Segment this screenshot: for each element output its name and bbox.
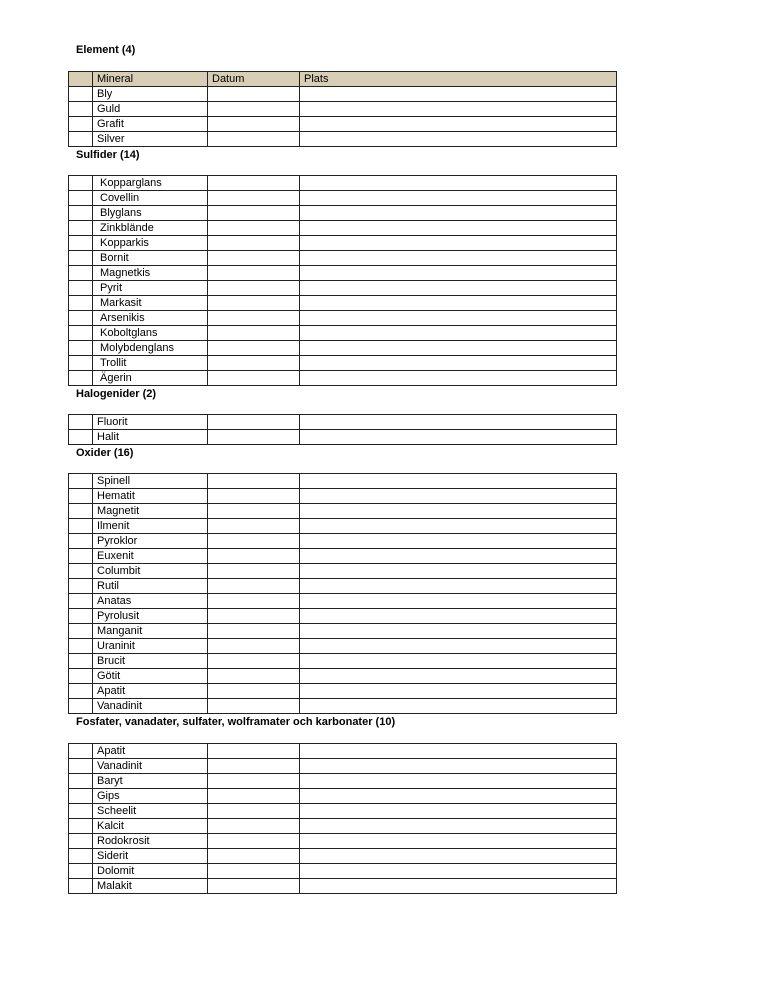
- plats-cell[interactable]: [300, 849, 617, 864]
- mineral-cell: Brucit: [93, 654, 208, 669]
- check-cell[interactable]: [69, 564, 93, 579]
- header-mineral: Mineral: [93, 72, 208, 87]
- mineral-cell: Spinell: [93, 474, 208, 489]
- check-cell[interactable]: [69, 206, 93, 221]
- plats-cell[interactable]: [300, 236, 617, 251]
- datum-cell[interactable]: [208, 684, 300, 699]
- table-row: [69, 879, 617, 894]
- plats-cell[interactable]: [300, 430, 617, 445]
- datum-cell[interactable]: [208, 206, 300, 221]
- table-row: [69, 311, 617, 326]
- section-title-element: Element (4): [76, 44, 136, 56]
- plats-cell[interactable]: [300, 311, 617, 326]
- plats-cell[interactable]: [300, 534, 617, 549]
- table-row: [69, 489, 617, 504]
- plats-cell[interactable]: [300, 117, 617, 132]
- check-cell[interactable]: [69, 341, 93, 356]
- check-cell[interactable]: [69, 744, 93, 759]
- plats-cell[interactable]: [300, 759, 617, 774]
- check-cell[interactable]: [69, 489, 93, 504]
- check-cell[interactable]: [69, 849, 93, 864]
- plats-cell[interactable]: [300, 744, 617, 759]
- plats-cell[interactable]: [300, 206, 617, 221]
- plats-cell[interactable]: [300, 356, 617, 371]
- section-title-halogenider: Halogenider (2): [76, 388, 157, 400]
- plats-cell[interactable]: [300, 371, 617, 386]
- datum-cell[interactable]: [208, 117, 300, 132]
- table-row: [69, 549, 617, 564]
- table-row: [69, 102, 617, 117]
- table-row: [69, 849, 617, 864]
- plats-cell[interactable]: [300, 102, 617, 117]
- datum-cell[interactable]: [208, 519, 300, 534]
- table-row: [69, 789, 617, 804]
- datum-cell[interactable]: [208, 564, 300, 579]
- table-row: [69, 819, 617, 834]
- datum-cell[interactable]: [208, 221, 300, 236]
- plats-cell[interactable]: [300, 266, 617, 281]
- section-title-oxider: Oxider (16): [76, 447, 134, 459]
- check-cell[interactable]: [69, 774, 93, 789]
- datum-cell[interactable]: [208, 132, 300, 147]
- mineral-table-halogenider: [68, 414, 617, 445]
- check-cell[interactable]: [69, 549, 93, 564]
- table-row: [69, 415, 617, 430]
- mineral-cell: Grafit: [93, 117, 208, 132]
- mineral-cell: Silver: [93, 132, 208, 147]
- plats-cell[interactable]: [300, 609, 617, 624]
- check-cell[interactable]: [69, 864, 93, 879]
- check-cell[interactable]: [69, 176, 93, 191]
- table-row: [69, 564, 617, 579]
- plats-cell[interactable]: [300, 654, 617, 669]
- table-row: [69, 579, 617, 594]
- check-cell[interactable]: [69, 311, 93, 326]
- plats-cell[interactable]: [300, 221, 617, 236]
- check-cell[interactable]: [69, 834, 93, 849]
- header-datum: Datum: [208, 72, 300, 87]
- plats-cell[interactable]: [300, 789, 617, 804]
- header-blank-cell: [69, 72, 93, 87]
- datum-cell[interactable]: [208, 326, 300, 341]
- plats-cell[interactable]: [300, 281, 617, 296]
- mineral-cell: Fluorit: [93, 415, 208, 430]
- check-cell[interactable]: [69, 759, 93, 774]
- datum-cell[interactable]: [208, 804, 300, 819]
- mineral-cell: Vanadinit: [93, 759, 208, 774]
- datum-cell[interactable]: [208, 102, 300, 117]
- check-cell[interactable]: [69, 504, 93, 519]
- mineral-cell: Magnetkis: [93, 266, 208, 281]
- table-row: [69, 191, 617, 206]
- mineral-cell: Scheelit: [93, 804, 208, 819]
- datum-cell[interactable]: [208, 504, 300, 519]
- datum-cell[interactable]: [208, 489, 300, 504]
- table-row: [69, 87, 617, 102]
- datum-cell[interactable]: [208, 594, 300, 609]
- table-row: [69, 594, 617, 609]
- mineral-table-element: [68, 71, 617, 147]
- mineral-cell: Guld: [93, 102, 208, 117]
- check-cell[interactable]: [69, 266, 93, 281]
- plats-cell[interactable]: [300, 699, 617, 714]
- check-cell[interactable]: [69, 609, 93, 624]
- plats-cell[interactable]: [300, 819, 617, 834]
- table-row: [69, 296, 617, 311]
- plats-cell[interactable]: [300, 489, 617, 504]
- plats-cell[interactable]: [300, 87, 617, 102]
- datum-cell[interactable]: [208, 834, 300, 849]
- table-row: [69, 804, 617, 819]
- table-row: [69, 266, 617, 281]
- table-row: [69, 744, 617, 759]
- section-title-sulfider: Sulfider (14): [76, 149, 140, 161]
- datum-cell[interactable]: [208, 639, 300, 654]
- plats-cell[interactable]: [300, 251, 617, 266]
- mineral-cell: Magnetit: [93, 504, 208, 519]
- table-row: [69, 281, 617, 296]
- check-cell[interactable]: [69, 804, 93, 819]
- mineral-cell: Apatit: [93, 684, 208, 699]
- check-cell[interactable]: [69, 296, 93, 311]
- check-cell[interactable]: [69, 191, 93, 206]
- check-cell[interactable]: [69, 684, 93, 699]
- datum-cell[interactable]: [208, 296, 300, 311]
- datum-cell[interactable]: [208, 579, 300, 594]
- datum-cell[interactable]: [208, 609, 300, 624]
- table-row: [69, 864, 617, 879]
- check-cell[interactable]: [69, 699, 93, 714]
- mineral-cell: Koboltglans: [93, 326, 208, 341]
- table-row: [69, 356, 617, 371]
- plats-cell[interactable]: [300, 624, 617, 639]
- section-title-fosfater: Fosfater, vanadater, sulfater, wolframater och karbonater (10): [76, 716, 396, 728]
- mineral-cell: Manganit: [93, 624, 208, 639]
- mineral-cell: Molybdenglans: [93, 341, 208, 356]
- check-cell[interactable]: [69, 117, 93, 132]
- mineral-table-sulfider: [68, 175, 617, 386]
- check-cell[interactable]: [69, 579, 93, 594]
- datum-cell[interactable]: [208, 341, 300, 356]
- table-row: [69, 654, 617, 669]
- table-row: [69, 236, 617, 251]
- mineral-cell: Götit: [93, 669, 208, 684]
- datum-cell[interactable]: [208, 311, 300, 326]
- plats-cell[interactable]: [300, 879, 617, 894]
- plats-cell[interactable]: [300, 579, 617, 594]
- check-cell[interactable]: [69, 326, 93, 341]
- mineral-cell: Trollit: [93, 356, 208, 371]
- table-row: [69, 341, 617, 356]
- datum-cell[interactable]: [208, 759, 300, 774]
- table-row: [69, 669, 617, 684]
- mineral-table-fosfater: [68, 743, 617, 894]
- plats-cell[interactable]: [300, 549, 617, 564]
- check-cell[interactable]: [69, 236, 93, 251]
- mineral-cell: Hematit: [93, 489, 208, 504]
- mineral-table-oxider: [68, 473, 617, 714]
- check-cell[interactable]: [69, 669, 93, 684]
- datum-cell[interactable]: [208, 430, 300, 445]
- plats-cell[interactable]: [300, 774, 617, 789]
- mineral-cell: Zinkblände: [93, 221, 208, 236]
- plats-cell[interactable]: [300, 191, 617, 206]
- check-cell[interactable]: [69, 654, 93, 669]
- datum-cell[interactable]: [208, 654, 300, 669]
- table-row: [69, 504, 617, 519]
- mineral-cell: Siderit: [93, 849, 208, 864]
- table-row: [69, 474, 617, 489]
- table-row: [69, 774, 617, 789]
- mineral-cell: Blyglans: [93, 206, 208, 221]
- plats-cell[interactable]: [300, 176, 617, 191]
- table-row: [69, 117, 617, 132]
- mineral-cell: Bornit: [93, 251, 208, 266]
- datum-cell[interactable]: [208, 864, 300, 879]
- check-cell[interactable]: [69, 371, 93, 386]
- mineral-cell: Kopparglans: [93, 176, 208, 191]
- check-cell[interactable]: [69, 415, 93, 430]
- plats-cell[interactable]: [300, 326, 617, 341]
- plats-cell[interactable]: [300, 834, 617, 849]
- plats-cell[interactable]: [300, 564, 617, 579]
- mineral-cell: Kopparkis: [93, 236, 208, 251]
- table-row: [69, 699, 617, 714]
- mineral-cell: Baryt: [93, 774, 208, 789]
- table-row: [69, 176, 617, 191]
- plats-cell[interactable]: [300, 504, 617, 519]
- check-cell[interactable]: [69, 251, 93, 266]
- mineral-cell: Pyrolusit: [93, 609, 208, 624]
- datum-cell[interactable]: [208, 879, 300, 894]
- plats-cell[interactable]: [300, 864, 617, 879]
- check-cell[interactable]: [69, 132, 93, 147]
- datum-cell[interactable]: [208, 474, 300, 489]
- plats-cell[interactable]: [300, 639, 617, 654]
- datum-cell[interactable]: [208, 699, 300, 714]
- table-row: [69, 132, 617, 147]
- check-cell[interactable]: [69, 879, 93, 894]
- plats-cell[interactable]: [300, 296, 617, 311]
- mineral-cell: Halit: [93, 430, 208, 445]
- mineral-cell: Ilmenit: [93, 519, 208, 534]
- plats-cell[interactable]: [300, 474, 617, 489]
- datum-cell[interactable]: [208, 87, 300, 102]
- table-row: [69, 624, 617, 639]
- check-cell[interactable]: [69, 639, 93, 654]
- table-header-row: [69, 72, 617, 87]
- datum-cell[interactable]: [208, 744, 300, 759]
- plats-cell[interactable]: [300, 669, 617, 684]
- check-cell[interactable]: [69, 430, 93, 445]
- plats-cell[interactable]: [300, 804, 617, 819]
- datum-cell[interactable]: [208, 624, 300, 639]
- table-row: [69, 684, 617, 699]
- table-row: [69, 759, 617, 774]
- plats-cell[interactable]: [300, 132, 617, 147]
- mineral-cell: Bly: [93, 87, 208, 102]
- plats-cell[interactable]: [300, 341, 617, 356]
- check-cell[interactable]: [69, 534, 93, 549]
- mineral-cell: Anatas: [93, 594, 208, 609]
- datum-cell[interactable]: [208, 191, 300, 206]
- mineral-cell: Columbit: [93, 564, 208, 579]
- check-cell[interactable]: [69, 102, 93, 117]
- table-row: [69, 371, 617, 386]
- table-row: [69, 430, 617, 445]
- datum-cell[interactable]: [208, 819, 300, 834]
- mineral-cell: Malakit: [93, 879, 208, 894]
- mineral-cell: Ägerin: [93, 371, 208, 386]
- mineral-cell: Apatit: [93, 744, 208, 759]
- datum-cell[interactable]: [208, 669, 300, 684]
- table-row: [69, 834, 617, 849]
- table-row: [69, 534, 617, 549]
- datum-cell[interactable]: [208, 534, 300, 549]
- datum-cell[interactable]: [208, 415, 300, 430]
- check-cell[interactable]: [69, 819, 93, 834]
- datum-cell[interactable]: [208, 176, 300, 191]
- table-row: [69, 251, 617, 266]
- datum-cell[interactable]: [208, 789, 300, 804]
- check-cell[interactable]: [69, 594, 93, 609]
- table-row: [69, 221, 617, 236]
- table-row: [69, 609, 617, 624]
- datum-cell[interactable]: [208, 849, 300, 864]
- plats-cell[interactable]: [300, 415, 617, 430]
- check-cell[interactable]: [69, 221, 93, 236]
- check-cell[interactable]: [69, 281, 93, 296]
- datum-cell[interactable]: [208, 266, 300, 281]
- check-cell[interactable]: [69, 519, 93, 534]
- plats-cell[interactable]: [300, 594, 617, 609]
- mineral-cell: Kalcit: [93, 819, 208, 834]
- datum-cell[interactable]: [208, 371, 300, 386]
- mineral-cell: Dolomit: [93, 864, 208, 879]
- mineral-cell: Rodokrosit: [93, 834, 208, 849]
- mineral-cell: Markasit: [93, 296, 208, 311]
- mineral-cell: Rutil: [93, 579, 208, 594]
- datum-cell[interactable]: [208, 236, 300, 251]
- datum-cell[interactable]: [208, 281, 300, 296]
- table-row: [69, 206, 617, 221]
- table-row: [69, 639, 617, 654]
- plats-cell[interactable]: [300, 684, 617, 699]
- table-row: [69, 326, 617, 341]
- table-row: [69, 519, 617, 534]
- check-cell[interactable]: [69, 789, 93, 804]
- mineral-cell: Vanadinit: [93, 699, 208, 714]
- header-plats: Plats: [300, 72, 617, 87]
- check-cell[interactable]: [69, 624, 93, 639]
- check-cell[interactable]: [69, 87, 93, 102]
- mineral-cell: Gips: [93, 789, 208, 804]
- datum-cell[interactable]: [208, 774, 300, 789]
- mineral-cell: Pyroklor: [93, 534, 208, 549]
- mineral-cell: Covellin: [93, 191, 208, 206]
- datum-cell[interactable]: [208, 356, 300, 371]
- check-cell[interactable]: [69, 356, 93, 371]
- plats-cell[interactable]: [300, 519, 617, 534]
- mineral-cell: Uraninit: [93, 639, 208, 654]
- mineral-cell: Euxenit: [93, 549, 208, 564]
- mineral-cell: Arsenikis: [93, 311, 208, 326]
- check-cell[interactable]: [69, 474, 93, 489]
- datum-cell[interactable]: [208, 549, 300, 564]
- datum-cell[interactable]: [208, 251, 300, 266]
- mineral-cell: Pyrit: [93, 281, 208, 296]
